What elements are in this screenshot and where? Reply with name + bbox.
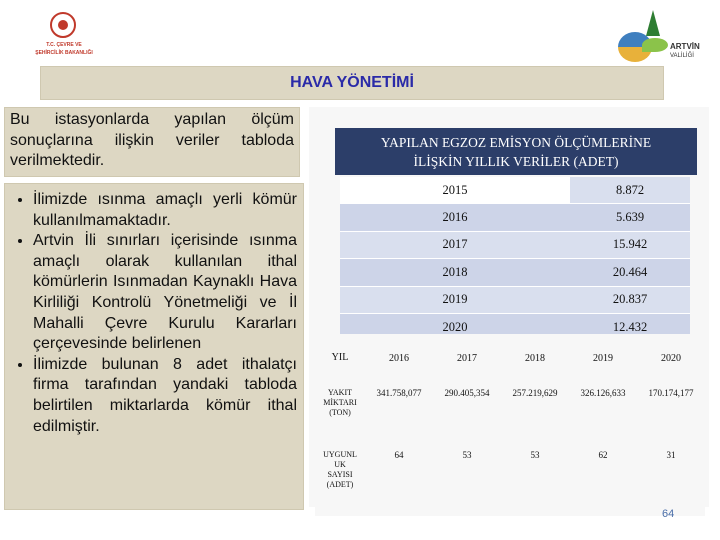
emission-title-line1: YAPILAN EGZOZ EMİSYON ÖLÇÜMLERİNE: [380, 134, 652, 150]
coal-import-table: [315, 334, 705, 516]
compliance-count-cell: 53: [501, 444, 569, 516]
compliance-count-cell: 64: [365, 444, 433, 516]
compliance-count-label: [315, 444, 365, 516]
table-row: [340, 231, 690, 258]
bullet-text-box: [4, 183, 304, 510]
emission-table-title: [335, 128, 697, 175]
table-row: [340, 259, 690, 286]
page-number: 64: [662, 508, 675, 520]
emission-value-cell: 20.464: [570, 259, 690, 286]
artvin-logo-line2: VALİLİĞİ: [670, 53, 694, 59]
compliance-count-cell: 53: [433, 444, 501, 516]
bullet-item: • Artvin İli sınırları içerisinde ısınma amaçlı olarak kullanılan ithal kömürlerin Isınmadan Kaynaklı Hava Kirliliği Kontrolü Yönetmeliği ve İl Mahalli Çevre Kurulu Kararları çerçevesinde belirlenen: [33, 231, 297, 355]
year-cell: 2017: [433, 334, 501, 382]
emission-year-cell: 2015: [340, 177, 570, 204]
fuel-amount-cell: 257.219,629: [501, 382, 569, 444]
emission-year-cell: 2018: [340, 259, 570, 286]
table-header-row: [315, 334, 705, 382]
ministry-seal-icon: [50, 12, 76, 38]
artvin-logo-line1: ARTVİN: [670, 42, 700, 51]
emission-title-line2: İLİŞKİN YILLIK VERİLER (ADET): [413, 153, 619, 169]
slide-title: HAVA YÖNETİMİ: [290, 74, 414, 91]
ministry-logo: [22, 12, 106, 64]
label-line: (TON): [329, 408, 351, 417]
table-row: [340, 177, 690, 204]
artvin-logo: [612, 10, 708, 66]
tree-icon: [646, 10, 660, 36]
fuel-amount-cell: 326.126,633: [569, 382, 637, 444]
emission-year-cell: 2019: [340, 286, 570, 313]
fuel-amount-cell: 170.174,177: [637, 382, 705, 444]
year-cell: 2016: [365, 334, 433, 382]
year-header-cell: YIL: [315, 334, 365, 382]
compliance-count-cell: 62: [569, 444, 637, 516]
year-cell: 2020: [637, 334, 705, 382]
fuel-amount-label: [315, 382, 365, 444]
year-cell: 2018: [501, 334, 569, 382]
emission-year-cell: 2016: [340, 204, 570, 231]
emission-value-cell: 12.432: [570, 313, 690, 340]
fuel-amount-cell: 290.405,354: [433, 382, 501, 444]
intro-text-box: [4, 107, 300, 177]
emission-value-cell: 5.639: [570, 204, 690, 231]
label-line: (ADET): [326, 480, 354, 489]
ministry-logo-line1: T.C. ÇEVRE VE: [46, 42, 82, 48]
emission-year-cell: 2020: [340, 313, 570, 340]
emission-table: [340, 177, 690, 341]
bullet-list: [11, 190, 297, 437]
table-row: [315, 382, 705, 444]
label-line: MİKTARI: [323, 398, 357, 407]
leaf-icon: [642, 38, 668, 52]
label-line: SAYISI: [327, 470, 353, 479]
table-row: [340, 204, 690, 231]
emission-value-cell: 20.837: [570, 286, 690, 313]
fuel-amount-cell: 341.758,077: [365, 382, 433, 444]
bullet-item: • İlimizde ısınma amaçlı yerli kömür kullanılmamaktadır.: [33, 190, 297, 231]
emission-value-cell: 15.942: [570, 231, 690, 258]
year-cell: 2019: [569, 334, 637, 382]
emission-value-cell: 8.872: [570, 177, 690, 204]
label-line: YAKIT: [328, 388, 352, 397]
emission-year-cell: 2017: [340, 231, 570, 258]
slide-title-bar: [40, 66, 664, 100]
intro-text: Bu istasyonlarda yapılan ölçüm sonuçlarına ilişkin veriler tabloda verilmektedir.: [10, 111, 294, 170]
ministry-logo-line2: ŞEHİRCİLİK BAKANLIĞI: [35, 50, 93, 56]
bullet-item: • İlimizde bulunan 8 adet ithalatçı firma tarafından yandaki tabloda belirtilen miktarlarda kömür ithal edilmiştir.: [33, 355, 297, 437]
table-row: [315, 444, 705, 516]
compliance-count-cell: 31: [637, 444, 705, 516]
label-line: UK: [334, 460, 346, 469]
table-row: [340, 286, 690, 313]
label-line: UYGUNL: [323, 450, 357, 459]
